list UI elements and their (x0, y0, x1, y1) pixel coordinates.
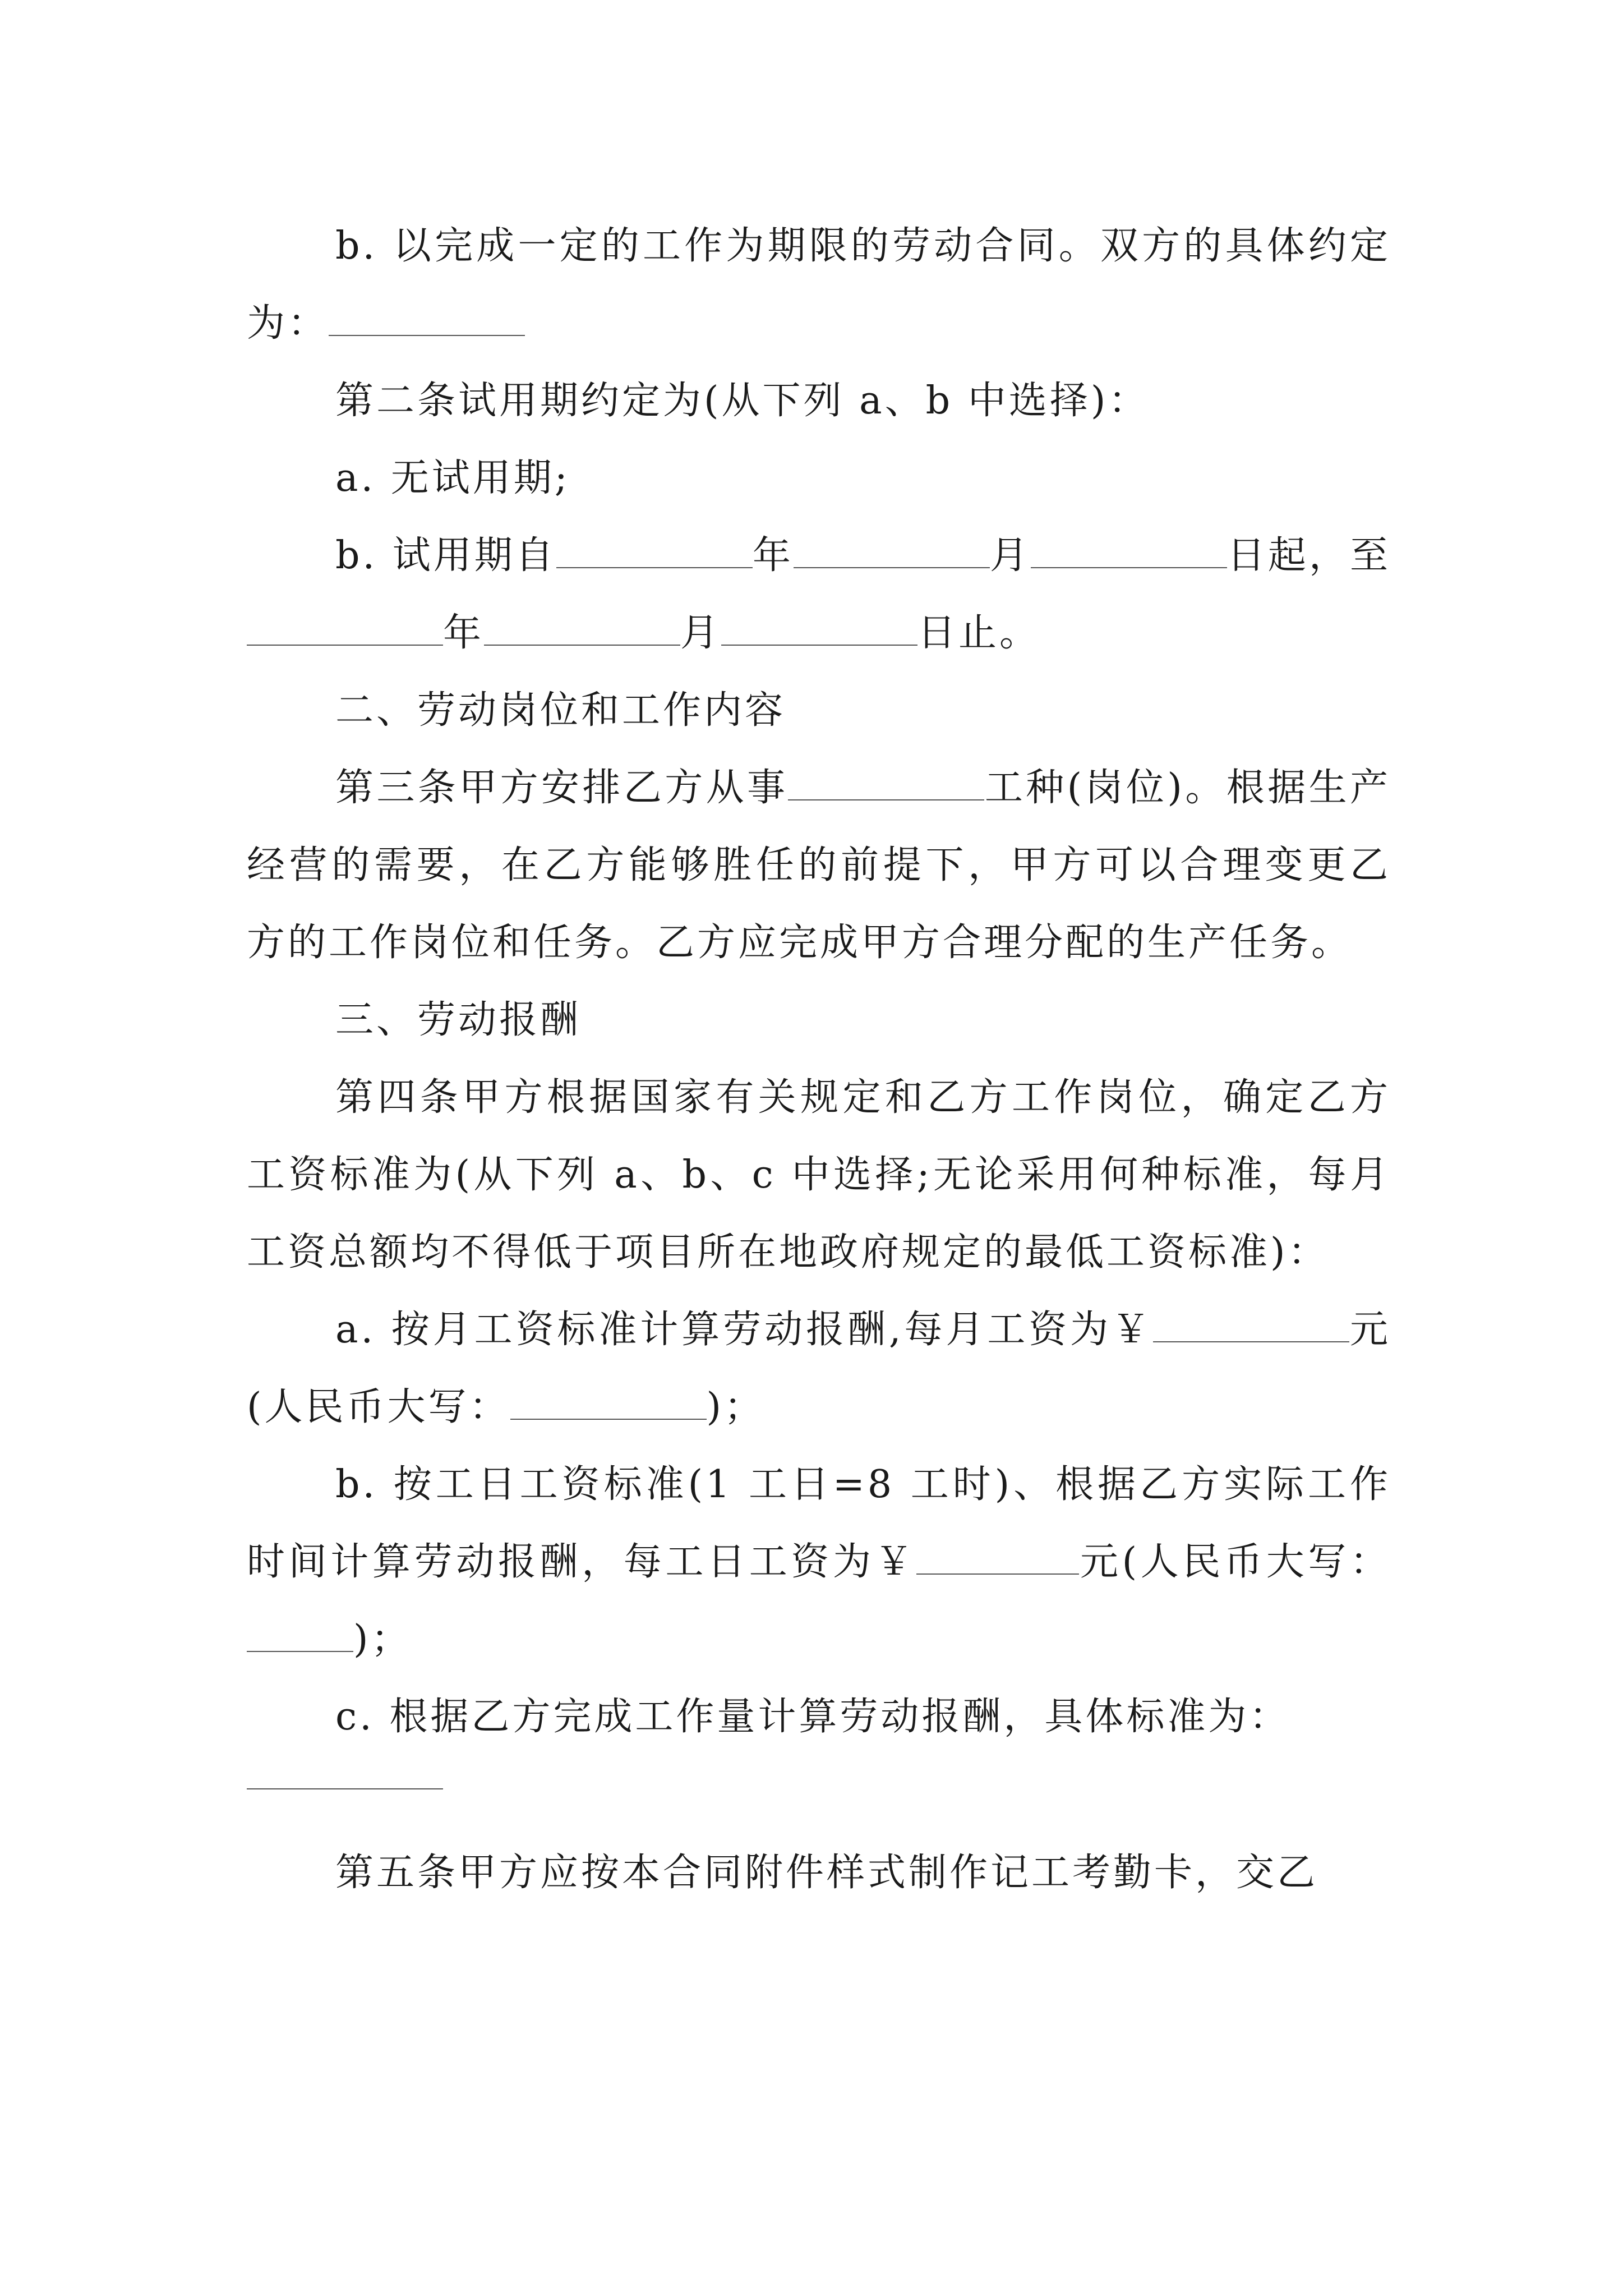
paragraph-article-5 (247, 1834, 1391, 1912)
section-heading-2 (247, 672, 1391, 749)
fill-in-blank-daily-wage[interactable] (916, 1541, 1079, 1575)
fill-in-blank-start-year[interactable] (556, 535, 753, 568)
paragraph-text: 日止。 (917, 611, 1041, 655)
fill-in-blank-monthly-wage-words[interactable] (510, 1386, 707, 1420)
paragraph-text: b. 以完成一定的工作为期限的劳动合同。双方的具体约定为： (247, 224, 1391, 346)
paragraph-text: a. 按月工资标准计算劳动报酬,每月工资为￥ (335, 1308, 1154, 1352)
paragraph-article-4 (247, 1059, 1391, 1291)
section-heading-3 (247, 982, 1391, 1059)
section-heading-text: 二、劳动岗位和工作内容 (335, 688, 786, 733)
fill-in-blank-end-month[interactable] (484, 612, 680, 646)
paragraph-contract-term-b (247, 208, 1391, 362)
paragraph-text: 工种(岗位)。根据生产经营的需要，在乙方能够胜任的前提下，甲方可以合理变更乙方的工作岗位和任务。乙方应完成甲方合理分配的生产任务。 (247, 766, 1391, 965)
paragraph-text: 第五条甲方应按本合同附件样式制作记工考勤卡，交乙 (335, 1851, 1318, 1895)
fill-in-blank-job-type[interactable] (788, 767, 984, 800)
paragraph-text: 月 (989, 533, 1031, 578)
paragraph-text: c. 根据乙方完成工作量计算劳动报酬，具体标准为： (335, 1695, 1290, 1739)
paragraph-wage-a (247, 1291, 1391, 1446)
paragraph-text: )； (353, 1617, 412, 1662)
paragraph-article-2 (247, 362, 1391, 440)
paragraph-wage-b (247, 1446, 1391, 1678)
fill-in-blank-workload-standard[interactable] (247, 1756, 443, 1789)
paragraph-text: 元(人民币大写： (247, 1308, 1391, 1429)
paragraph-text: 第二条试用期约定为(从下列 a、b 中选择)： (335, 379, 1150, 423)
fill-in-blank-start-month[interactable] (794, 535, 990, 568)
fill-in-blank-end-year[interactable] (247, 612, 443, 646)
paragraph-article-3 (247, 749, 1391, 982)
fill-in-blank-start-day[interactable] (1031, 535, 1227, 568)
paragraph-text: a. 无试用期; (335, 456, 570, 500)
paragraph-text: 月 (680, 611, 722, 655)
paragraph-text: 第三条甲方安排乙方从事 (335, 766, 789, 810)
fill-in-blank-daily-wage-words[interactable] (247, 1618, 353, 1652)
paragraph-wage-c (247, 1678, 1391, 1756)
paragraph-probation-a (247, 440, 1391, 517)
paragraph-text: b. 按工日工资标准(1 工日=8 工时)、根据乙方实际工作时间计算劳动报酬，每工日工资为￥ (247, 1462, 1391, 1584)
paragraph-text: 第四条甲方根据国家有关规定和乙方工作岗位，确定乙方工资标准为(从下列 a、b、c 中选择;无论采用何种标准，每月工资总额均不得低于项目所在地政府规定的最低工资标准)： (247, 1075, 1391, 1274)
paragraph-text: 元(人民币大写： (1079, 1540, 1391, 1584)
fill-in-blank-monthly-wage[interactable] (1153, 1309, 1349, 1342)
fill-in-blank-end-day[interactable] (721, 612, 917, 646)
paragraph-text: 年 (443, 611, 485, 655)
paragraph-text: 年 (752, 533, 794, 578)
paragraph-text: 日起，至 (1227, 533, 1391, 578)
paragraph-probation-b (247, 517, 1391, 672)
paragraph-text: )； (706, 1385, 766, 1429)
document-body (247, 208, 1391, 1912)
section-heading-text: 三、劳动报酬 (335, 998, 582, 1042)
fill-in-blank[interactable] (329, 302, 525, 336)
paragraph-text: b. 试用期自 (335, 533, 556, 578)
